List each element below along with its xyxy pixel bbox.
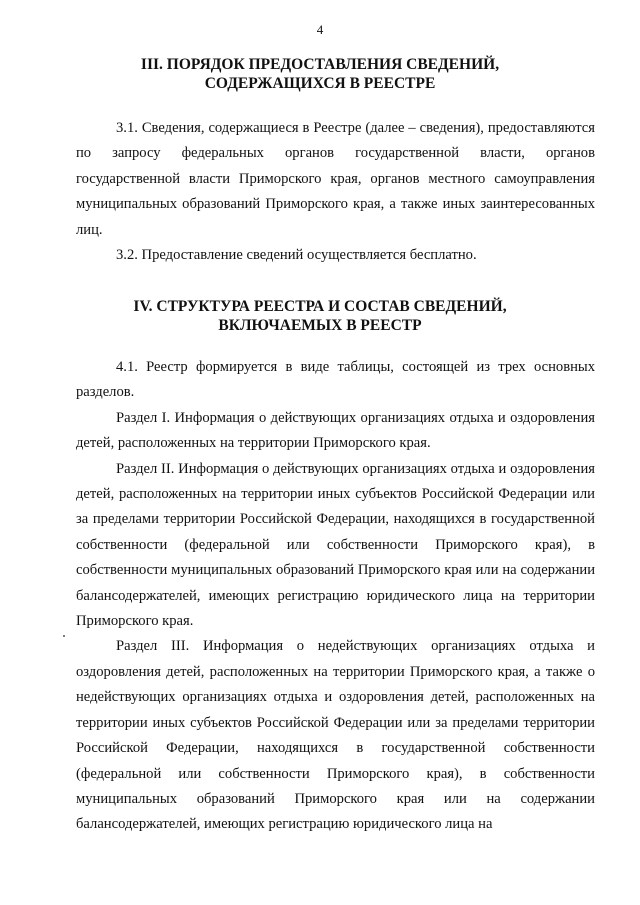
paragraph-section-3: Раздел III. Информация о недействующих организациях отдыха и оздоровления детей, расположенных на территории Приморского края, а также о недействующих организациях отдыха и оздоровления детей, расположенных на территории иных субъектов Российской Федерации или за пределами территории Российской Федерации, находящихся в государственной собственности (федеральной или собственности Приморского края), в собственности муниципальных образований Приморского края или на содержании балансодержателей, имеющих регистрацию юридического лица на [76,638,595,833]
page-number: 4 [316,22,324,37]
section-4-heading [0,297,640,335]
section-4-heading-line-2: ВКЛЮЧАЕМЫХ В РЕЕСТР [218,317,422,334]
section-4-body [76,355,595,838]
scan-speck [63,635,65,637]
paragraph-section-2: Раздел II. Информация о действующих организациях отдыха и оздоровления детей, расположенных на территории иных субъектов Российской Федерации или за пределами территории Российской Федерации, находящихся в государственной собственности (федеральной или собственности Приморского края), в собственности муниципальных образований Приморского края или на содержании балансодержателей, имеющих регистрацию юридического лица на территории Приморского края. [76,460,595,630]
section-3-heading [0,55,640,93]
section-4-heading-line-1: IV. СТРУКТУРА РЕЕСТРА И СОСТАВ СВЕДЕНИЙ, [133,298,507,315]
paragraph-section-1: Раздел I. Информация о действующих организациях отдыха и оздоровления детей, расположенных на территории Приморского края. [76,409,595,452]
paragraph-3-2: 3.2. Предоставление сведений осуществляется бесплатно. [116,247,477,264]
paragraph-4-1: 4.1. Реестр формируется в виде таблицы, состоящей из трех основных разделов. [76,359,595,401]
section-3-body [76,116,595,268]
section-3-heading-line-1: III. ПОРЯДОК ПРЕДОСТАВЛЕНИЯ СВЕДЕНИЙ, [140,56,500,73]
paragraph-3-1: 3.1. Сведения, содержащиеся в Реестре (далее – сведения), предоставляются по запросу федеральных органов государственной власти, органов государственной власти Приморского края, органов местного самоуправления муниципальных образований Приморского края, а также иных заинтересованных лиц. [76,120,595,238]
section-3-heading-line-2: СОДЕРЖАЩИХСЯ В РЕЕСТРЕ [204,75,436,92]
